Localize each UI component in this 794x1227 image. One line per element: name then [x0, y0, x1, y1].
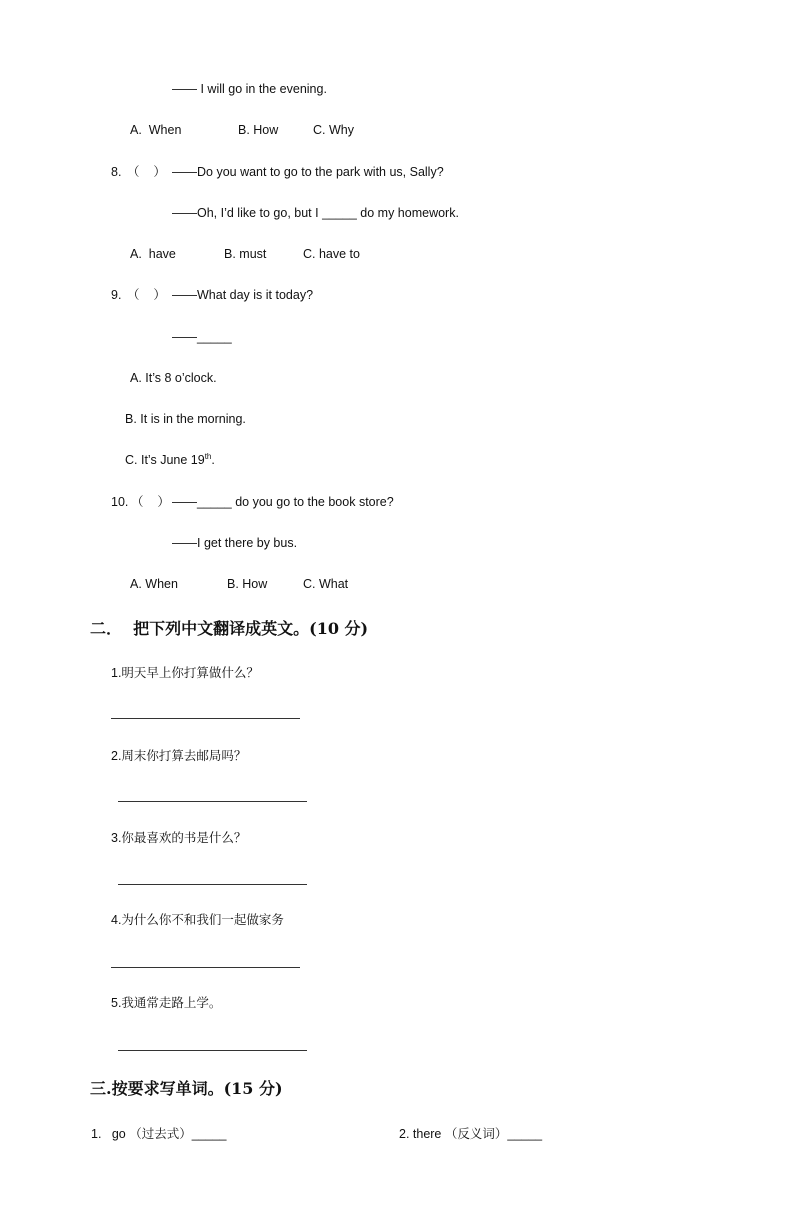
s3-item-1: 1. go （过去式）_____ [91, 1127, 227, 1141]
q8-answer: ——Oh, I’d like to go, but I _____ do my homework. [172, 206, 459, 220]
q7-answer-line: —— I will go in the evening. [172, 82, 327, 96]
q9-option-b: B. It is in the morning. [125, 412, 246, 426]
q8-option-c: C. have to [303, 247, 360, 261]
q9-answer: ——_____ [172, 330, 232, 344]
q7-option-b: B. How [238, 123, 279, 137]
q9-answer-paren[interactable]: （ ） [127, 288, 166, 302]
q9-option-c-end: . [211, 453, 215, 467]
q9-option-c [125, 452, 215, 468]
s2-answer-line-2[interactable] [118, 801, 307, 802]
q10-number: 10. [111, 495, 129, 509]
q8-number: 8. [111, 165, 122, 179]
s2-answer-line-1[interactable] [111, 718, 300, 719]
s2-item-5: 5.我通常走路上学。 [111, 996, 222, 1010]
s2-answer-line-5[interactable] [118, 1050, 307, 1051]
q10-option-b: B. How [227, 577, 268, 591]
q8-answer-paren[interactable]: （ ） [127, 165, 166, 179]
q9-option-c-text: C. It’s June 19 [125, 453, 205, 467]
q10-answer: ——I get there by bus. [172, 536, 298, 550]
q10-option-c: C. What [303, 577, 349, 591]
s2-answer-line-3[interactable] [118, 884, 307, 885]
q7-option-c: C. Why [313, 123, 354, 137]
section3-title: 三.按要求写单词。(15 分) [90, 1079, 283, 1098]
s2-item-2: 2.周末你打算去邮局吗？ [111, 749, 247, 763]
q10-option-a: A. When [130, 577, 178, 591]
q9-option-c-sup: th [204, 451, 212, 461]
q8-option-a: A. have [130, 247, 176, 261]
q8-question: ——Do you want to go to the park with us, Sally? [172, 165, 444, 179]
s3-item-2: 2. there （反义词）_____ [399, 1127, 543, 1141]
q10-question: ——_____ do you go to the book store? [172, 495, 394, 509]
q10-answer-paren[interactable]: （ ） [131, 495, 170, 509]
s2-item-1: 1.明天早上你打算做什么？ [111, 666, 259, 680]
q8-option-b: B. must [224, 247, 267, 261]
q9-option-a: A. It’s 8 o’clock. [130, 371, 217, 385]
s2-answer-line-4[interactable] [111, 967, 300, 968]
q9-question: ——What day is it today? [172, 288, 314, 302]
s2-item-3: 3.你最喜欢的书是什么？ [111, 831, 247, 845]
section2-title: 二． 把下列中文翻译成英文。(10 分) [90, 619, 369, 638]
s2-item-4: 4.为什么你不和我们一起做家务 [111, 913, 284, 927]
q9-number: 9. [111, 288, 122, 302]
q7-option-a: A. When [130, 123, 182, 137]
